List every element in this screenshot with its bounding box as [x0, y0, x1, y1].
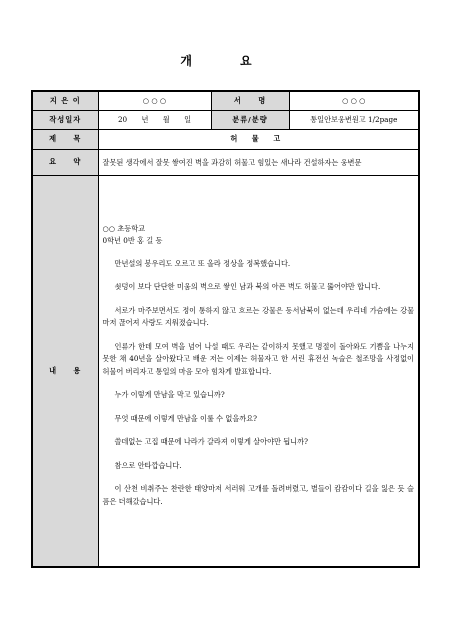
- paragraph: 무엇 때문에 이렇게 만남을 이룰 수 없을까요?: [114, 413, 258, 423]
- paragraph: 만년설의 봉우리도 오르고 또 올라 정상을 정복했습니다.: [114, 258, 291, 268]
- student-name: 0학년 0반 홍 길 동: [102, 236, 163, 245]
- category-value: 통일안보웅변원고 1/2page: [289, 110, 419, 129]
- summary-value: 잘못된 생각에서 잘못 쌓여진 벽을 과감히 허물고 힘있는 새나라 건설하자는 웅변문: [98, 149, 419, 175]
- paragraph: 서로가 마주보면서도 정이 통하지 않고 흐르는 강물은 동서남북이 없는데 우리네 가슴에는 강물마저 끊어져 사랑도 지워졌습니다.: [102, 305, 415, 327]
- author-label: 지 은 이: [32, 91, 98, 110]
- date-value: 20 년 월 일: [98, 110, 211, 129]
- name-label: 서 명: [211, 91, 289, 110]
- document-title: 개 요: [180, 54, 270, 68]
- paragraph: 참으로 안타깝습니다.: [114, 460, 182, 470]
- subject-row: [32, 129, 419, 149]
- content-row: [32, 175, 419, 567]
- overview-form-table: [31, 90, 420, 568]
- subject-value: 허 물 고: [98, 129, 419, 149]
- paragraph: 쓸데없는 고집 때문에 나라가 갈라져 이렇게 살아야만 됩니까?: [114, 437, 308, 446]
- paragraph: 쇳덩이 보다 단단한 미움의 벽으로 쌓인 남과 북의 아픈 벽도 허물고 뚫어야만 합니다.: [114, 282, 381, 291]
- summary-row: [32, 149, 419, 175]
- category-label: 분류/분량: [211, 110, 289, 129]
- author-value: ○ ○ ○: [98, 91, 211, 110]
- date-row: [32, 110, 419, 129]
- content-label: 내 용: [32, 175, 98, 567]
- content-body: [98, 175, 419, 567]
- name-value: ○ ○ ○: [289, 91, 419, 110]
- paragraph: 인류가 한데 모여 벽을 넘어 나설 때도 우리는 같이하지 못했고 명절이 돌아와도 기쁨을 나누지 못한 채 40년을 살아왔다고 배운 저는 이제는 허물자고 한 서린 휴전선 녹슬은 철조망을 사정없이 허물어 버리자고 통일의 마음 모아 힘차게 발표합니다.: [102, 341, 415, 376]
- paragraph: 이 산천 비취주는 찬란한 태양마저 서러워 고개를 돌려버렸고, 별들이 캄캄이다 길을 잃은 듯 슬픔은 더해갔습니다.: [102, 484, 415, 506]
- paragraph: 누가 이렇게 만남을 막고 있습니까?: [114, 390, 225, 399]
- school-name: ○○ 초등학교: [102, 223, 146, 233]
- author-row: [32, 91, 419, 110]
- summary-label: 요 약: [32, 149, 98, 175]
- date-label: 작성일자: [32, 110, 98, 129]
- subject-label: 제 목: [32, 129, 98, 149]
